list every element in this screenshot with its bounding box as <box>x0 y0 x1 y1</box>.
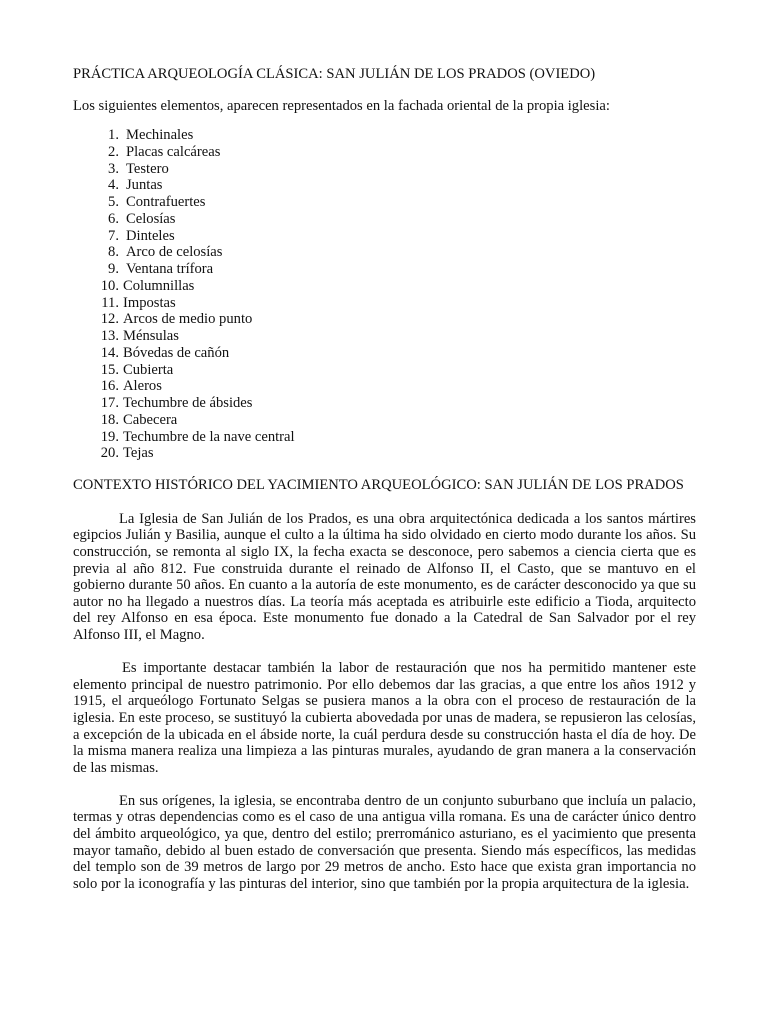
list-item: 16. Aleros <box>100 378 162 395</box>
intro-text: Los siguientes elementos, aparecen representados en la fachada oriental de la propia iglesia: <box>73 97 610 114</box>
element-list <box>73 127 696 462</box>
list-item: 8. Arco de celosías <box>108 244 223 261</box>
list-item: 15. Cubierta <box>100 361 174 378</box>
list-item: 17. Techumbre de ábsides <box>100 395 253 412</box>
list-item: 19. Techumbre de la nave central <box>100 428 295 445</box>
document-body <box>73 66 696 892</box>
list-item: 9. Ventana trífora <box>108 261 214 278</box>
list-item: 20. Tejas <box>100 445 154 462</box>
list-item: 2. Placas calcáreas <box>108 143 221 160</box>
list-item: 1. Mechinales <box>108 127 194 144</box>
list-item: 18. Cabecera <box>100 411 178 428</box>
list-item: 14. Bóvedas de cañón <box>100 344 230 361</box>
list-item: 12. Arcos de medio punto <box>100 311 253 328</box>
paragraph-origins: En sus orígenes, la iglesia, se encontraba dentro de un conjunto suburbano que incluía un palacio, termas y otras dependencias como es el caso de una antigua villa romana. Es una de carácter único dentro del ámbito arqueológico, ya que, dentro del estilo; prerrománico asturiano, es el yacimiento que presenta mayor tamaño, debido al buen estado de conversación que presenta. Siendo más específicos, las medidas del templo son de 39 metros de largo por 29 metros de ancho. Esto hace que exista gran importancia no solo por la iconografía y las pinturas del interior, sino que también por la propia arquitectura de la iglesia. <box>73 792 696 892</box>
list-item: 10. Columnillas <box>100 277 195 294</box>
section-title: CONTEXTO HISTÓRICO DEL YACIMIENTO ARQUEOLÓGICO: SAN JULIÁN DE LOS PRADOS <box>73 477 684 494</box>
list-item: 5. Contrafuertes <box>108 194 206 211</box>
paragraph-restoration: Es importante destacar también la labor de restauración que nos ha permitido mantener este elemento principal de nuestro patrimonio. Por ello debemos dar las gracias, a que entre los años 1912 y 1915, el arqueólogo Fortunato Selgas se pusiera manos a la obra con el proceso de restauración de la iglesia. En este proceso, se sustituyó la cubierta abovedada por unas de madera, se repusieron las celosías, a excepción de la ubicada en el ábside norte, la cuál perdura desde su construcción hasta el día de hoy. De la misma manera realiza una limpieza a las pinturas murales, ayudando de gran manera a la conservación de las mismas. <box>73 660 696 776</box>
list-item: 4. Juntas <box>108 177 163 194</box>
list-item: 6. Celosías <box>108 210 176 227</box>
list-item: 13. Ménsulas <box>100 328 179 345</box>
list-item: 7. Dinteles <box>108 227 175 244</box>
list-item: 11. Impostas <box>101 294 176 311</box>
paragraph-history: La Iglesia de San Julián de los Prados, es una obra arquitectónica dedicada a los santos mártires egipcios Julián y Basilia, aunque el culto a la última ha sido olvidado en cierto modo durante los años. Su construcción, se remonta al siglo IX, la fecha exacta se desconoce, pero sabemos a ciencia cierta que es previa al año 812. Fue construida durante el reinado de Alfonso II, el Casto, que se mantuvo en el gobierno durante 50 años. En cuanto a la autoría de este monumento, es de carácter desconocido ya que su autor no ha llegado a nuestros días. La teoría más aceptada es atribuirle este edificio a Tioda, arquitecto del rey Alfonso en esa época. Este monumento fue donado a la Catedral de San Salvador por el rey Alfonso III, el Magno. <box>73 510 696 643</box>
list-item: 3. Testero <box>108 160 169 177</box>
document-title: PRÁCTICA ARQUEOLOGÍA CLÁSICA: SAN JULIÁN DE LOS PRADOS (OVIEDO) <box>73 66 596 82</box>
